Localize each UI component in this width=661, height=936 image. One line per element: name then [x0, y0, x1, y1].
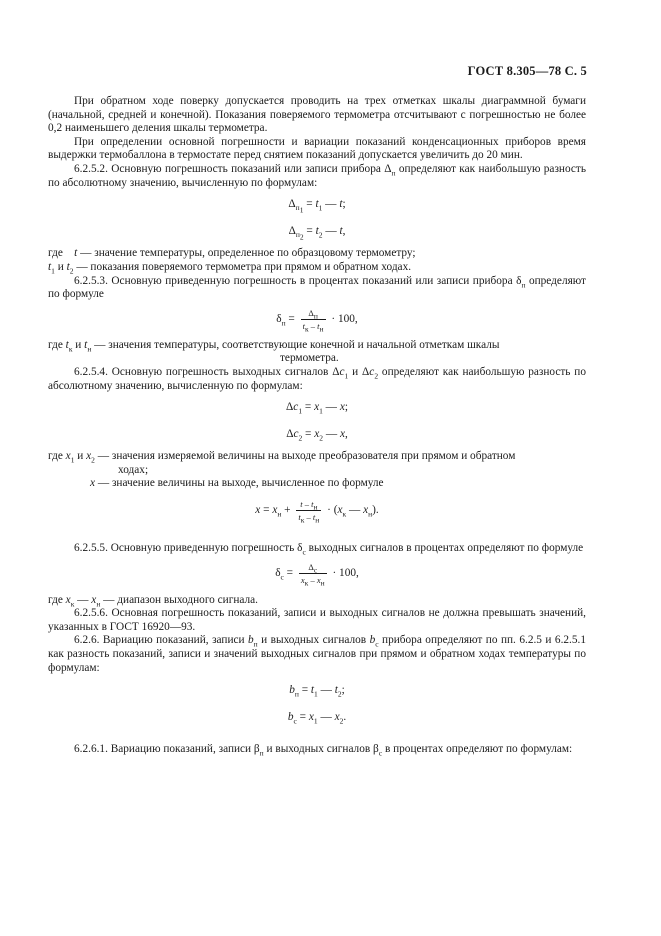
formula-dc2: $\Delta c_2 = x_2$ — x,: [286, 427, 348, 442]
where-tk-tn: где $t_к$ и $t_н$ — значения температуры, соответствующие конечной и начальной отметкам шкалы: [48, 338, 500, 353]
formula-bp: $b_п = t_1$ — $t_2$;: [289, 684, 345, 699]
page-header: ГОСТ 8.305—78 С. 5: [467, 64, 587, 78]
where-x1-x2: где $x_1$ и $x_2$ — значения измеряемой величины на выходе преобразователя при прямом и обратном: [48, 450, 516, 465]
formula-delta-reduced: $\delta_п$ = $\frac{\Delta_п}{t_к - t_н}$ · 100,: [276, 307, 358, 334]
where-xk-xn: где $x_к$ — $x_н$ — диапазон выходного сигнала.: [48, 593, 258, 608]
formula-bc: $b_c = x_1$ — $x_2$.: [287, 710, 347, 726]
formula-delta-c: $\delta_c$ = $\frac{\Delta_c}{x_к - x_н}$ · 100,: [275, 561, 359, 588]
formula-delta-p1: $\Delta_{п_1} = t_1$ — t;: [288, 198, 346, 215]
formula-delta-p2: $\Delta_{п_2} = t_2$ — t,: [288, 224, 346, 242]
where-x: x — значение величины на выходе, вычисленное по формуле: [90, 477, 384, 490]
where-t: где t — значение температуры, определенное по образцовому термометру;: [48, 247, 416, 260]
page-content: [48, 95, 586, 757]
section-6255: 6.2.5.5. Основную приведенную погрешность $\delta_c$ выходных сигналов в процентах определяют по формуле: [74, 542, 584, 557]
formula-x: $x = x_н$ + $\frac{t - t_н}{t_к - t_н}$ · ($x_к$ — $x_н$).: [255, 499, 379, 525]
paragraph-reverse-check: При обратном ходе поверку допускается проводить на трех отметках шкалы диаграммной бумаги (начальной, средней и конечной). Показания поверяемого термометра отсчитывают с погрешностью не более 0,2 наименьшего деления шкалы термометра.: [48, 95, 586, 135]
section-626: 6.2.6. Вариацию показаний, записи $b_п$ и выходных сигналов $b_c$ прибора определяют по пп. 6.2.5 и 6.2.5.1 как разность показаний, записи и значений выходных сигналов при прямом и обратном ходах температуры по формулам:: [48, 634, 586, 674]
where-tk-tn-cont: термометра.: [280, 352, 339, 365]
where-x1-x2-cont: ходах;: [118, 463, 149, 476]
where-t1-t2: $t_1$ и $t_2$ — показания поверяемого термометра при прямом и обратном ходах.: [48, 260, 412, 276]
section-6253: 6.2.5.3. Основную приведенную погрешность в процентах показаний или записи прибора $\delta_п$ определяют по формуле: [48, 274, 586, 301]
section-6261: 6.2.6.1. Вариацию показаний, записи $\beta_п$ и выходных сигналов $\beta_c$ в процентах определяют по формулам:: [74, 743, 573, 758]
section-6252: 6.2.5.2. Основную погрешность показаний или записи прибора $\Delta_п$ определяют как наибольшую разность по абсолютному значению, вычисленную по формулам:: [48, 162, 586, 189]
paragraph-condensation: При определении основной погрешности и вариации показаний конденсационных приборов время выдержки термобаллона в термостате перед снятием показаний допускается увеличить до 20 мин.: [48, 135, 586, 162]
section-6254: 6.2.5.4. Основную погрешность выходных сигналов $\Delta c_1$ и $\Delta c_2$ определяют как наибольшую разность по абсолютному значению, вычисленную по формулам:: [48, 365, 587, 392]
section-6256: 6.2.5.6. Основная погрешность показаний, записи и выходных сигналов не должна превышать значений, указанных в ГОСТ 16920—93.: [48, 607, 586, 633]
formula-dc1: $\Delta c_1 = x_1$ — x;: [286, 401, 348, 416]
